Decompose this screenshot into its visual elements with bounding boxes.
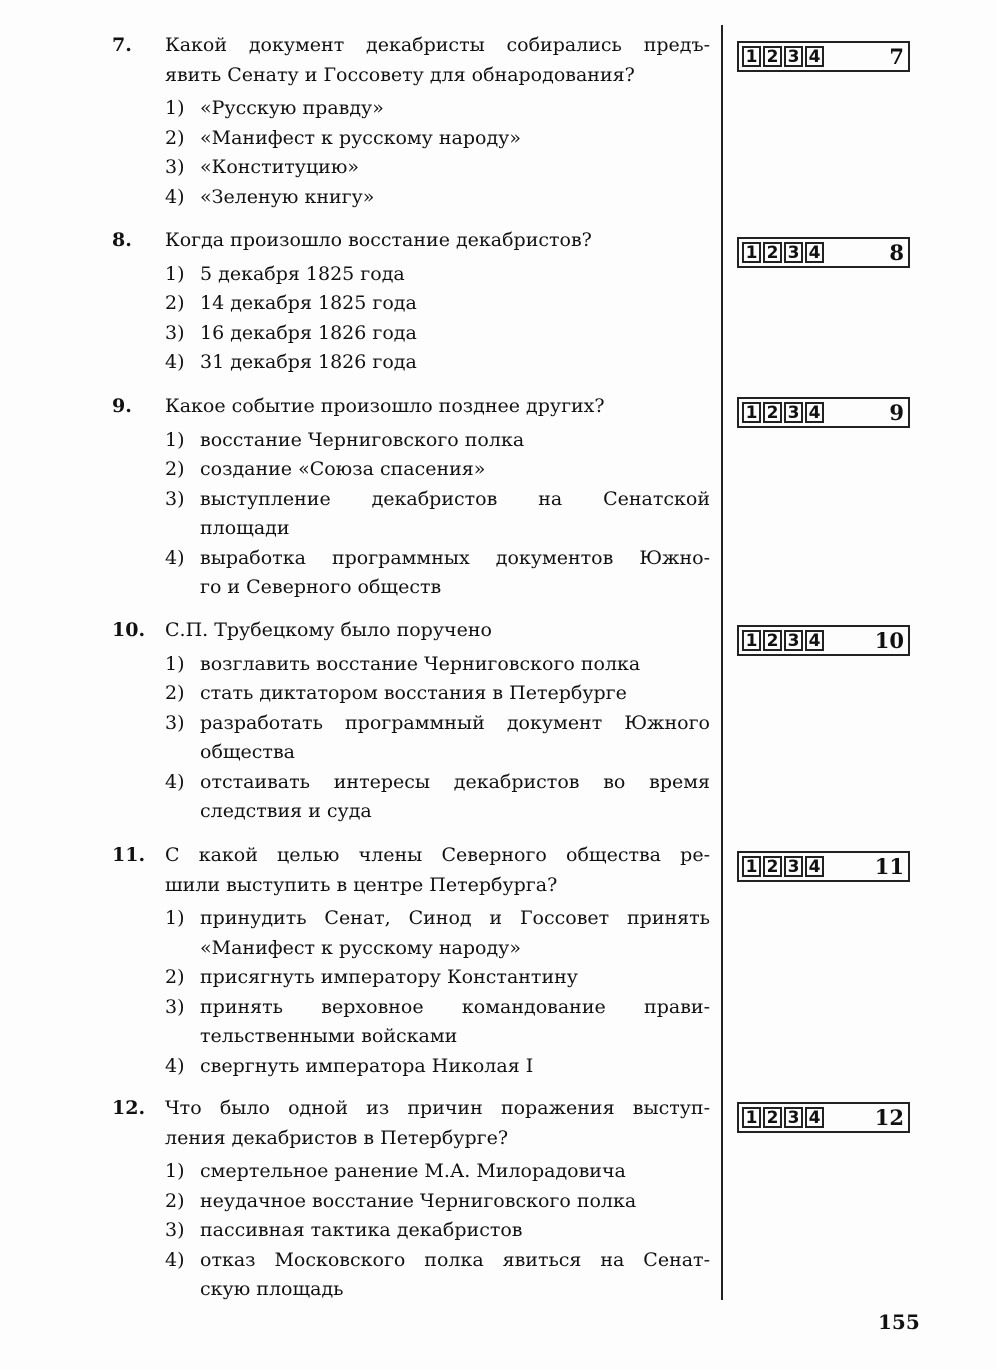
option-text-line: «Манифест к русскому народу» [200, 936, 521, 959]
answer-box-number: 9 [889, 400, 904, 425]
question-text-line: явить Сенату и Госсовету для обнародования? [165, 63, 635, 86]
option-number: 1) [165, 97, 185, 119]
answer-option [165, 455, 712, 485]
option-number: 2) [165, 682, 185, 704]
option-text-line: стать диктатором восстания в Петербурге [200, 682, 627, 704]
option-text-line: принять верховное командование прави- [200, 995, 710, 1018]
option-text [200, 1216, 710, 1246]
answer-box [737, 851, 910, 882]
option-number: 4) [165, 185, 185, 208]
option-text [200, 455, 710, 485]
option-number: 2) [165, 1189, 185, 1212]
answer-option [165, 679, 712, 709]
option-number: 1) [165, 1160, 185, 1182]
option-text-line: 5 декабря 1825 года [200, 262, 405, 285]
option-text-line: неудачное восстание Черниговского полка [200, 1189, 637, 1212]
option-text-line: отказ Московского полка явиться на Сенат- [200, 1248, 710, 1271]
answer-option [165, 485, 712, 544]
option-text-line: присягнуть императору Константину [200, 966, 578, 988]
answer-option [165, 1157, 712, 1187]
option-number: 2) [165, 292, 185, 314]
answer-cells [742, 1107, 824, 1128]
question-text [165, 226, 710, 256]
option-text-line: 16 декабря 1826 года [200, 321, 417, 344]
option-number: 2) [165, 966, 185, 988]
answer-options [112, 904, 712, 1081]
option-number: 2) [165, 458, 185, 480]
question-number: 9. [112, 395, 132, 417]
option-text [200, 1187, 710, 1217]
answer-cells [742, 402, 824, 423]
answer-cell-1[interactable]: 1 [742, 630, 761, 651]
option-number: 1) [165, 262, 185, 285]
answer-cells [742, 46, 824, 67]
answer-cells [742, 856, 824, 877]
option-text-line: создание «Союза спасения» [200, 458, 486, 480]
option-text [200, 183, 710, 213]
option-text [200, 319, 710, 349]
answer-box-number: 7 [889, 44, 904, 69]
page-number: 155 [878, 1310, 920, 1334]
answer-box [737, 1102, 910, 1133]
answer-option [165, 1246, 712, 1305]
answer-cell-3[interactable]: 3 [784, 402, 803, 423]
answer-cell-4[interactable]: 4 [805, 1107, 824, 1128]
answer-option [165, 183, 712, 213]
answer-box-number: 11 [874, 854, 904, 879]
answer-cell-4[interactable]: 4 [805, 630, 824, 651]
question-text-line: Какое событие произошло позднее других? [165, 395, 605, 417]
answer-box-number: 8 [889, 240, 904, 265]
answer-cell-4[interactable]: 4 [805, 46, 824, 67]
question-number: 10. [112, 619, 146, 641]
answer-box [737, 237, 910, 268]
option-text-line: принудить Сенат, Синод и Госсовет принять [200, 907, 710, 929]
answer-options [112, 1157, 712, 1305]
option-text [200, 1157, 710, 1187]
answer-cells [742, 242, 824, 263]
question-text-line: ления декабристов в Петербурге? [165, 1126, 509, 1149]
option-text-line: «Манифест к русскому народу» [200, 126, 521, 149]
option-text [200, 544, 710, 603]
option-text-line: общества [200, 741, 295, 763]
option-text [200, 993, 710, 1052]
answer-option [165, 289, 712, 319]
answer-option [165, 650, 712, 680]
question [112, 1094, 712, 1305]
answer-option [165, 426, 712, 456]
question-text-line: С какой целью члены Северного общества ре- [165, 844, 710, 866]
option-text-line: площади [200, 517, 290, 539]
answer-option [165, 904, 712, 963]
question [112, 31, 712, 212]
question [112, 392, 712, 603]
option-text-line: выступление декабристов на Сенатской [200, 487, 710, 510]
option-text-line: выработка программных документов Южно- [200, 546, 710, 569]
answer-cell-4[interactable]: 4 [805, 402, 824, 423]
option-text [200, 94, 710, 124]
question-number: 7. [112, 34, 132, 56]
answer-option [165, 993, 712, 1052]
answer-option [165, 1052, 712, 1082]
question-text-line: Когда произошло восстание декабристов? [165, 229, 592, 251]
answer-option [165, 544, 712, 603]
answer-option [165, 709, 712, 768]
question-number: 11. [112, 844, 146, 866]
option-text [200, 485, 710, 544]
question-text [165, 616, 710, 646]
option-text-line: тельственными войсками [200, 1025, 458, 1047]
option-text-line: восстание Черниговского полка [200, 428, 525, 451]
option-number: 3) [165, 487, 185, 510]
question-text-line: Что было одной из причин поражения выступ- [165, 1097, 710, 1119]
question-text [165, 392, 710, 422]
option-number: 3) [165, 321, 185, 344]
option-text-line: «Зеленую книгу» [200, 185, 375, 208]
option-text [200, 650, 710, 680]
answer-box [737, 397, 910, 428]
option-text [200, 963, 710, 993]
answer-option [165, 768, 712, 827]
answer-options [112, 426, 712, 603]
answer-cell-2[interactable]: 2 [763, 46, 782, 67]
question-number: 8. [112, 229, 132, 251]
answer-cell-4[interactable]: 4 [805, 856, 824, 877]
option-number: 3) [165, 995, 185, 1018]
question [112, 841, 712, 1081]
option-number: 4) [165, 1054, 185, 1077]
option-text [200, 1246, 710, 1305]
option-text [200, 426, 710, 456]
question [112, 616, 712, 827]
question-text [165, 31, 710, 90]
option-number: 3) [165, 1219, 185, 1241]
option-text-line: возглавить восстание Черниговского полка [200, 652, 641, 675]
answer-cell-1[interactable]: 1 [742, 1107, 761, 1128]
option-text [200, 348, 710, 378]
option-text-line: разработать программный документ Южного [200, 711, 710, 734]
question-text-line: шили выступить в центре Петербурга? [165, 873, 558, 896]
question-text [165, 841, 710, 900]
answer-cell-1[interactable]: 1 [742, 402, 761, 423]
answer-options [112, 94, 712, 212]
answer-cell-3[interactable]: 3 [784, 856, 803, 877]
option-text [200, 289, 710, 319]
question-number: 12. [112, 1097, 146, 1119]
answer-cell-2[interactable]: 2 [763, 630, 782, 651]
answer-box-number: 12 [874, 1105, 904, 1130]
option-number: 4) [165, 351, 185, 373]
option-text [200, 260, 710, 290]
answer-option [165, 94, 712, 124]
answer-options [112, 260, 712, 378]
question-text [165, 1094, 710, 1153]
option-text [200, 679, 710, 709]
answer-cells [742, 630, 824, 651]
answer-option [165, 1187, 712, 1217]
option-number: 1) [165, 428, 185, 451]
option-text-line: «Русскую правду» [200, 97, 384, 119]
option-text-line: отстаивать интересы декабристов во время [200, 770, 710, 793]
option-number: 3) [165, 156, 185, 178]
answer-box-number: 10 [874, 628, 904, 653]
option-text [200, 709, 710, 768]
option-number: 4) [165, 546, 185, 569]
answer-option [165, 260, 712, 290]
answer-option [165, 319, 712, 349]
question-text-line: Какой документ декабристы собирались предъ- [165, 34, 710, 56]
option-text-line: го и Северного обществ [200, 576, 442, 598]
answer-cell-1[interactable]: 1 [742, 46, 761, 67]
answer-cell-2[interactable]: 2 [763, 856, 782, 877]
answer-option [165, 124, 712, 154]
answer-cell-3[interactable]: 3 [784, 630, 803, 651]
option-text-line: следствия и суда [200, 800, 372, 822]
option-text [200, 124, 710, 154]
answer-options [112, 650, 712, 827]
answer-option [165, 153, 712, 183]
option-number: 1) [165, 907, 185, 929]
answer-cell-1[interactable]: 1 [742, 856, 761, 877]
answer-box [737, 625, 910, 656]
question [112, 226, 712, 378]
answer-cell-3[interactable]: 3 [784, 46, 803, 67]
answer-cell-3[interactable]: 3 [784, 1107, 803, 1128]
option-text-line: 31 декабря 1826 года [200, 351, 417, 373]
option-text-line: пассивная тактика декабристов [200, 1219, 523, 1241]
option-number: 4) [165, 770, 185, 793]
option-number: 1) [165, 652, 185, 675]
column-divider [721, 25, 723, 1300]
answer-cell-1[interactable]: 1 [742, 242, 761, 263]
answer-cell-2[interactable]: 2 [763, 402, 782, 423]
option-number: 3) [165, 711, 185, 734]
option-text [200, 904, 710, 963]
answer-cell-4[interactable]: 4 [805, 242, 824, 263]
option-text-line: 14 декабря 1825 года [200, 292, 417, 314]
option-number: 2) [165, 126, 185, 149]
option-number: 4) [165, 1248, 185, 1271]
answer-option [165, 1216, 712, 1246]
option-text-line: смертельное ранение М.А. Милорадовича [200, 1160, 626, 1182]
answer-cell-2[interactable]: 2 [763, 1107, 782, 1128]
option-text [200, 1052, 710, 1082]
answer-cell-3[interactable]: 3 [784, 242, 803, 263]
option-text-line: «Конституцию» [200, 156, 359, 178]
option-text [200, 768, 710, 827]
option-text-line: скую площадь [200, 1278, 344, 1300]
answer-cell-2[interactable]: 2 [763, 242, 782, 263]
answer-box [737, 41, 910, 72]
option-text-line: свергнуть императора Николая I [200, 1054, 534, 1077]
option-text [200, 153, 710, 183]
answer-option [165, 348, 712, 378]
answer-option [165, 963, 712, 993]
question-text-line: С.П. Трубецкому было поручено [165, 619, 492, 641]
